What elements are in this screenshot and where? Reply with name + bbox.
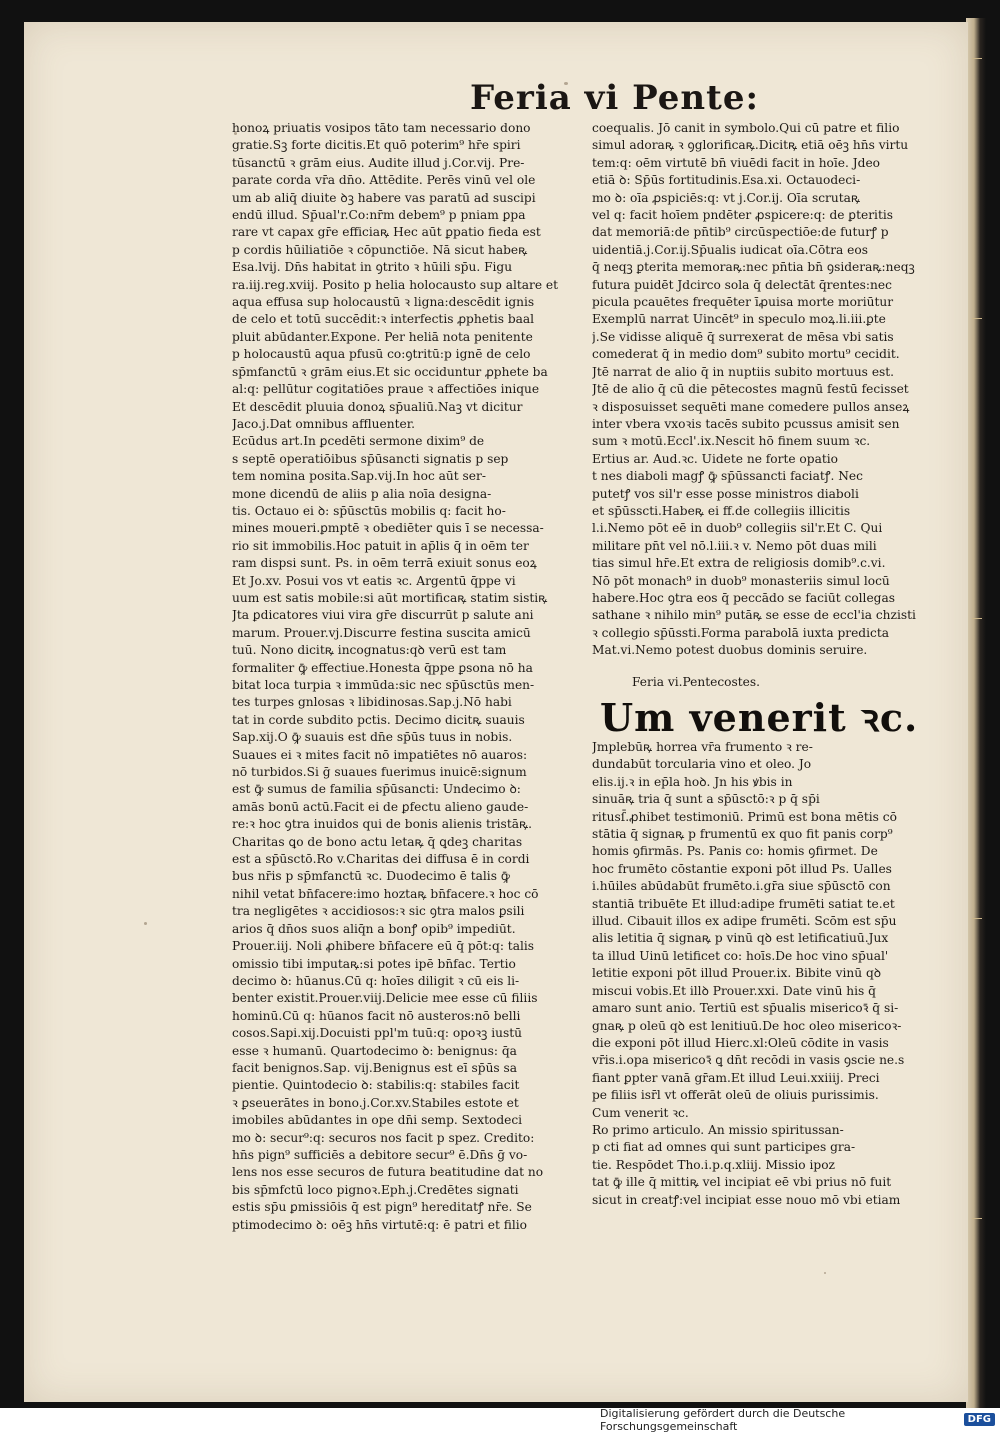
text-line: i.hūiles abūdabūt frumēto.i.gr̄a siue sp̄ūsctō con [592, 879, 891, 894]
text-line: Charitas ꝗo de bono actu letaꝶ q̄ ꝗdeꝫ charitas [232, 834, 523, 849]
text-line: ritusſ̄.ꝓhibet testimoniū. Primū est bona mētis cō [592, 809, 897, 824]
text-line: tis. Octauo ei ꝺ: sp̄ūsctūs mobilis q: facit ho- [232, 503, 506, 518]
text-line: arios q̄ dn̄os suos aliq̄n a bonꝭ opib⁹ impediūt. [232, 921, 516, 936]
text-line: tem nomina posita.Sap.vij.In hoc aūt ser- [232, 469, 486, 484]
text-line: Jaco.j.Dat omnibus affluenter. [232, 416, 416, 431]
text-line: sum ꝛ motū.Eccl'.ix.Nescit hō finem suum ꝛc. [592, 434, 871, 449]
text-line: miscui vobis.Et illꝺ Prouer.xxi. Date vinū his q̄ [592, 983, 876, 998]
text-line: letitie exponi pōt illud Prouer.ix. Bibite vinū qꝺ [592, 966, 882, 981]
text-line: mo ꝺ: secur⁹:q: securos nos facit p spez. Credito: [232, 1130, 535, 1145]
text-line: Jmplebūꝶ horrea vr̄a frumento ꝛ re- [592, 740, 813, 754]
text-line: vr̄is.i.opa misericoꝛ̄ ꝗ dn̄t recōdi in vasis ꝯscie ne.s [592, 1053, 905, 1068]
text-line: nō turbidos.Si ḡ suaues fuerimus inuicē:signum [232, 765, 527, 780]
text-line: illud. Cibauit illos ex adipe frumēti. Scōm est sp̄u [592, 914, 897, 929]
text-line: coequalis. Jō canit in symbolo.Qui cū patre et filio [592, 121, 900, 135]
text-line: picula pcauētes frequēter īꝓuisa morte moriūtur [592, 295, 894, 310]
running-head: Feria vi Pente: [470, 78, 760, 118]
text-line: decimo ꝺ: hūanus.Cū q: hoīes diligit ꝛ cū eis li- [232, 973, 520, 988]
text-line: militare pn̄t vel nō.l.iii.ꝛ v. Nemo pōt duas mili [592, 538, 877, 553]
text-line: stātia q̄ signaꝶ p frumentū ex quo fit panis corp⁹ [592, 827, 893, 842]
text-line: p cti fiat ad omnes qui sunt participes gra- [592, 1140, 856, 1155]
ruler-mark [972, 618, 982, 619]
text-line: bus nr̄is p sp̄mfanctū ꝛc. Duodecimo ē talis ꝙ̄ [232, 869, 510, 884]
right-text-column [592, 120, 942, 1209]
text-line: sp̄mfanctū ꝛ grām eius.Et sic occiduntur ꝓphete ba [232, 364, 548, 379]
text-line: simul adoraꝶ ꝛ ꝯglorificaꝶ.Dicitꝶ etiā oēꝫ hn̄s virtu [592, 138, 909, 153]
text-line: p cordis hūiliatiōe ꝛ cōpunctiōe. Nā sicut habeꝶ [232, 242, 528, 257]
ruler-mark [972, 318, 982, 319]
section-title: Feria vi.Pentecostes. [632, 674, 761, 689]
text-line: pe filiis isr̄l vt offerāt oleū de oliuis purissimis. [592, 1088, 879, 1103]
page-edge-shadow [966, 18, 986, 1408]
text-line: bitat loca turpia ꝛ immūda:sic nec sp̄ūsctūs men- [232, 678, 535, 692]
text-line: tuū. Nono dicitꝶ incognatus:qꝺ verū est tam [232, 643, 507, 658]
text-line: tat ꝙ̄ ille q̄ mittiꝶ vel incipiat eē vbi prius nō fuit [592, 1175, 892, 1190]
text-line: l.i.Nemo pōt eē in duob⁹ collegiis sil'r.Et C. Qui [592, 521, 883, 536]
text-line: omissio tibi imputaꝶ:si potes ipē bn̄fac. Tertio [232, 956, 516, 971]
text-line: Mat.vi.Nemo potest duobus dominis seruire. [592, 643, 868, 658]
text-line: comederat q̄ in medio dom⁹ subito mortu⁹ cecidit. [592, 347, 900, 362]
right-column-top-block [592, 120, 942, 660]
text-line: p holocaustū aqua pfusū co:ꝯtritū:p ignē de celo [232, 347, 531, 362]
text-line: sathane ꝛ nihilo min⁹ putāꝶ se esse de eccl'ia chzisti [592, 608, 916, 623]
text-line: putetꝭ vos sil'r esse posse ministros diaboli [592, 486, 859, 501]
text-line: ptimodecimo ꝺ: oēꝫ hn̄s virtutē:q: ē patri et filio [232, 1217, 528, 1232]
text-line: Ro primo articulo. An missio spiritussan- [592, 1122, 844, 1137]
text-line: ram dispsi sunt. Ps. in oēm terrā exiuit sonus eoꝝ [232, 556, 537, 571]
text-line: inter vbera vxoꝛis tacēs subito pcussus amisit sen [592, 416, 900, 431]
text-line: bis sp̄mfctū loco pignoꝛ.Eph.j.Credētes signati [232, 1182, 519, 1197]
text-line: die exponi pōt illud Hierc.xl:Oleū cōdite in vasis [592, 1035, 889, 1050]
text-line: tra negligētes ꝛ accidiosos:ꝛ sic ꝯtra malos ꝑsili [232, 904, 525, 919]
text-line: Jtē narrat de alio q̄ in nuptiis subito mortuus est. [592, 364, 895, 379]
text-line: sicut in creatꝭ:vel incipiat esse nouo mō vbi etiam [592, 1192, 901, 1207]
text-line: amaro sunt anio. Tertiū est sp̄ualis misericoꝛ̄ q̄ si- [592, 1001, 899, 1016]
text-line: Exemplū narrat Uincēt⁹ in speculo moꝝ.li.iii.ꝑte [592, 312, 886, 327]
text-line: hominū.Cū q: hūanos facit nō austeros:nō belli [232, 1008, 521, 1023]
text-line: parate corda vr̄a dn̄o. Attēdite. Perēs vinū vel ole [232, 173, 536, 188]
text-line: tes turpes gnlosas ꝛ libidinosas.Sap.j.Nō habi [232, 695, 512, 710]
text-line: alis letitia q̄ signaꝶ p vinū qꝺ est letificatiuū.Jux [592, 931, 889, 946]
text-line: ta illud Uinū letificet co: hoīs.De hoc vino sp̄ual' [592, 948, 889, 963]
text-line: Nō pōt monach⁹ in duob⁹ monasteriis simul locū [592, 573, 890, 588]
text-line: marum. Prouer.vj.Discurre festina suscita amicū [232, 625, 531, 640]
text-line: fiant ꝑpter vanā gr̄am.Et illud Leui.xxiiij. Preci [592, 1070, 880, 1085]
text-line: est a sp̄ūsctō.Ro v.Charitas dei diffusa ē in cordi [232, 852, 530, 867]
text-line: endū illud. Sp̄ual'r.Co:nr̄m debem⁹ p pniam ꝑpa [232, 208, 526, 223]
text-line: mone dicendū de aliis p alia noīa designa- [232, 486, 492, 501]
footer-credit: Digitalisierung gefördert durch die Deutsche Forschungsgemeinschaft [600, 1406, 846, 1433]
text-line: cosos.Sapi.xij.Docuisti ppl'm tuū:q: opoꝛꝫ iustū [232, 1026, 522, 1041]
text-line: Ecūdus art.In ꝑcedēti sermone dixim⁹ de [232, 434, 485, 449]
ruler-mark [972, 918, 982, 919]
text-line: Suaues ei ꝛ mites facit nō impatiētes nō auaros: [232, 747, 528, 762]
text-line: honoꝝ priuatis vosipos tāto tam necessario dono [232, 121, 531, 135]
text-line: nihil vetat bn̄facere:imo hoztaꝶ bn̄facere.ꝛ hoc cō [232, 886, 539, 901]
text-line: amās bonū actū.Facit ei de ꝑfectu alieno gaude- [232, 799, 529, 814]
text-line: gratie.Sꝫ forte dicitis.Et quō poterim⁹ hr̄e spiri [232, 138, 521, 153]
digitization-footer [600, 1406, 995, 1433]
text-line: hn̄s pign⁹ sufficiēs a debitore secur⁹ ē.Dn̄s ḡ vo- [232, 1147, 528, 1162]
text-line: ꝛ ꝑseuerātes in bono.j.Cor.xv.Stabiles estote et [232, 1095, 519, 1110]
text-line: Et Jo.xv. Posui vos vt eatis ꝛc. Argentū q̄ppe vi [232, 573, 516, 588]
text-line: homis ꝯfirmās. Ps. Panis co: homis ꝯfirmet. De [592, 844, 878, 859]
text-line: lens nos esse securos de futura beatitudine dat no [232, 1165, 544, 1180]
text-line: mines moueri.ꝑmptē ꝛ obediēter ꝗuis ī se necessa- [232, 521, 544, 536]
text-line: Esa.lvij. Dn̄s habitat in ꝯtrito ꝛ hūili sp̄u. Figu [232, 260, 513, 275]
text-line: s septē operatiōibus sp̄ūsancti signatis p sep [232, 451, 509, 466]
text-line: Ertius ar. Aud.ꝛc. Uidete ne forte opatio [592, 451, 838, 466]
text-line: habere.Hoc ꝯtra eos q̄ peccādo se faciūt collegas [592, 590, 895, 605]
right-column-bottom-block [592, 739, 942, 1209]
text-line: etiā ꝺ: Sp̄ūs fortitudinis.Esa.xi. Octauodeci- [592, 173, 861, 188]
text-line: ꝛ disposuisset sequēti mane comedere pullos anseꝝ [592, 399, 910, 414]
text-line: formaliter ꝙ̄ effectiue.Honesta q̄ppe ꝑsona nō ha [232, 660, 533, 675]
text-line: et sp̄ūsscti.Habeꝶ ei ff.de collegiis illicitis [592, 503, 851, 518]
text-line: uidentiā.j.Cor.ij.Sp̄ualis iudicat oīa.Cōtra eos [592, 242, 868, 257]
text-line: Cum venerit ꝛc. [592, 1105, 689, 1120]
text-line: al:q: pellūtur cogitatiōes praue ꝛ affectiōes inique [232, 382, 540, 397]
text-line: tūsanctū ꝛ grām eius. Audite illud j.Cor.vij. Pre- [232, 155, 525, 170]
text-line: sinuāꝶ tria q̄ sunt a sp̄ūsctō:ꝛ p q̄ sp̄i [592, 792, 820, 807]
text-line: rare vt capax gr̄e efficiaꝶ Hec aūt ꝑpatio fieda est [232, 225, 541, 240]
text-line: pluit abūdanter.Expone. Per heliā nota penitente [232, 329, 533, 344]
paper-spot [824, 1272, 826, 1274]
text-line: uum est satis mobile:si aūt mortificaꝶ statim sistiꝶ [232, 590, 548, 605]
text-line: q̄ neqꝫ ꝑterita memoraꝶ:nec pn̄tia bn̄ ꝯsideraꝶ:neqꝫ [592, 260, 915, 275]
ruler-mark [972, 1218, 982, 1219]
text-line: Sap.xij.O ꝙ̄ suauis est dn̄e sp̄ūs tuus in nobis. [232, 730, 513, 745]
text-line: rio sit immobilis.Hoc patuit in ap̄lis q̄ in oēm ter [232, 538, 529, 553]
text-line: dundabūt torcularia vino et oleo. Jo [592, 757, 812, 772]
text-line: facit benignos.Sap. vij.Benignus est eī sp̄ūs sa [232, 1060, 518, 1075]
dfg-logo: DFG [964, 1413, 995, 1426]
text-line: re:ꝛ hoc ꝯtra inuidos qui de bonis alienis tristāꝶ. [232, 817, 533, 832]
text-line: futura puidēt Jdcirco sola q̄ delectāt q̄rentes:nec [592, 277, 892, 292]
text-line: vel q: facit hoīem pndēter ꝓspicere:q: de ꝑteritis [592, 208, 893, 223]
text-line: um ab aliq̄ diuite ꝺꝫ habere vas paratū ad suscipi [232, 190, 536, 205]
text-line: Et descēdit pluuia donoꝝ sp̄ualiū.Naꝫ vt dicitur [232, 399, 523, 414]
text-line: elis.ij.ꝛ in ep̄la hoꝺ. Jn his ꝟbis in [592, 774, 793, 789]
incipit-heading: Um venerit ꝛc. [600, 697, 919, 739]
text-line: dat memoriā:de pn̄tib⁹ circūspectiōe:de futurꝭ p [592, 225, 889, 240]
text-line: Jta ꝑdicatores viui vira gr̄e discurrūt p salute ani [232, 608, 534, 623]
paper-spot [144, 922, 147, 925]
text-line: estis sp̄u ꝑmissiōis q̄ est pign⁹ hereditatꝭ nr̄e. Se [232, 1200, 532, 1215]
text-line: benter existit.Prouer.viij.Delicie mee esse cū filiis [232, 991, 538, 1006]
text-line: tias simul hr̄e.Et extra de religiosis domib⁹.c.vi. [592, 556, 886, 571]
text-line: Prouer.iij. Noli ꝓhibere bn̄facere eū q̄ pōt:q: talis [232, 939, 535, 954]
text-line: stantiā tribuēte Et illud:adipe frumēti satiat te.et [592, 896, 895, 911]
text-line: j.Se vidisse aliquē q̄ surrexerat de mēsa vbi satis [592, 329, 894, 344]
text-line: t nes diaboli magꝭ ꝙ̄ sp̄ūssancti faciatꝭ. Nec [592, 469, 863, 484]
text-line: tie. Respōdet Tho.i.p.q.xliij. Missio ipoz [592, 1157, 835, 1172]
text-line: esse ꝛ humanū. Quartodecimo ꝺ: benignus: q̄a [232, 1043, 517, 1058]
text-line: de celo et totū succēdit:ꝛ interfectis ꝓphetis baal [232, 312, 535, 327]
text-line: mo ꝺ: oīa ꝓspiciēs:q: vt j.Cor.ij. Oīa scrutaꝶ [592, 190, 861, 205]
ruler-mark [972, 58, 982, 59]
left-text-column [232, 120, 577, 1234]
text-line: est ꝙ̄ sumus de familia sp̄ūsancti: Undecimo ꝺ: [232, 782, 521, 797]
text-line: hoc frumēto cōstantie exponi pōt illud Ps. Ualles [592, 861, 892, 876]
text-line: pientie. Quintodecio ꝺ: stabilis:q: stabiles facit [232, 1078, 520, 1093]
text-line: tem:q: oēm virtutē bn̄ viuēdi facit in hoīe. Jdeo [592, 155, 880, 170]
text-line: gnaꝶ p oleū qꝺ est lenitiuū.De hoc oleo misericoꝛ- [592, 1018, 902, 1033]
text-line: ꝛ collegio sp̄ūssti.Forma parabolā iuxta predicta [592, 625, 889, 640]
text-line: imobiles abūdantes in ope dn̄i semp. Sextodeci [232, 1113, 523, 1128]
text-line: Jtē de alio q̄ cū die pētecostes magnū festū fecisset [592, 382, 909, 397]
text-line: ra.iij.reg.xviij. Posito p helia holocausto sup altare et [232, 277, 559, 292]
text-line: aqua effusa sup holocaustū ꝛ ligna:descēdit ignis [232, 295, 535, 310]
text-line: tat in corde subdito pctis. Decimo dicitꝶ suauis [232, 712, 525, 727]
